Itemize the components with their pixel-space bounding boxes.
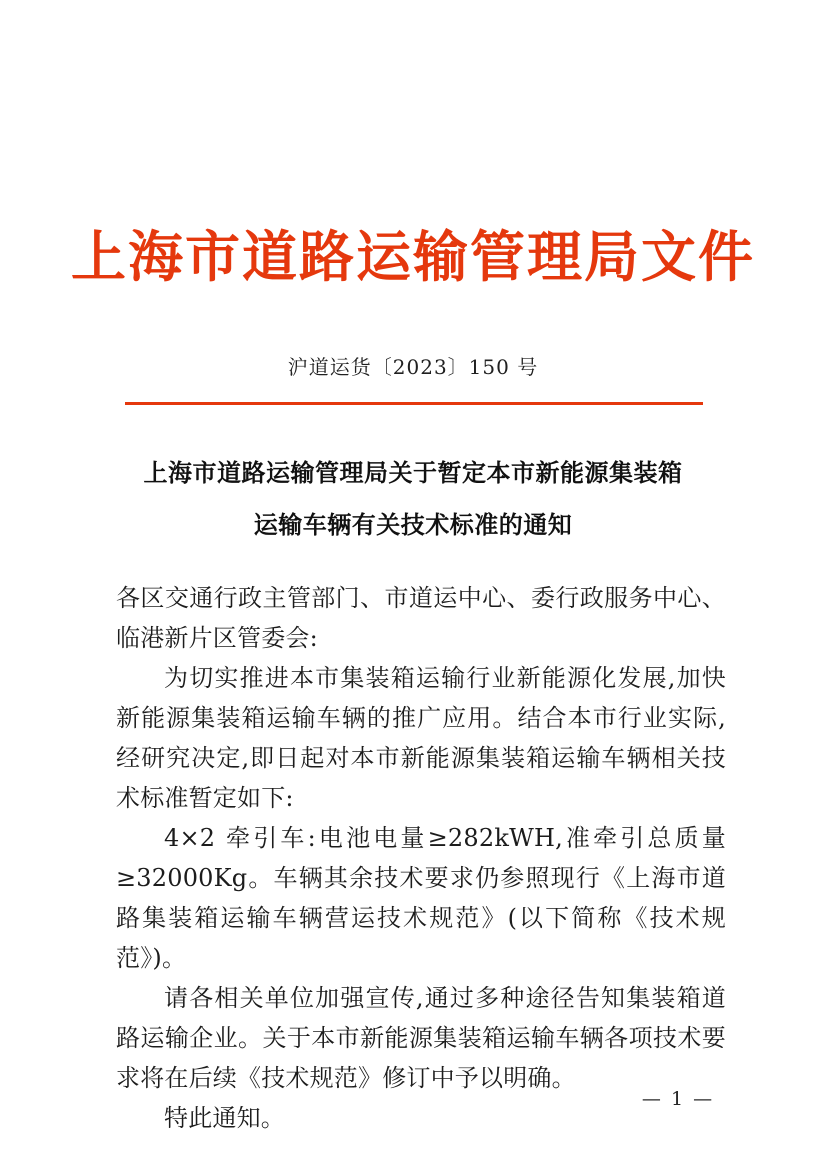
document-body [116,578,726,1138]
body-paragraph-4-closing: 特此通知。 [164,1104,285,1132]
document-serial-number: 沪道运货〔2023〕150 号 [287,355,539,379]
body-paragraph-1: 为切实推进本市集装箱运输行业新能源化发展,加快新能源集装箱运输车辆的推广应用。结合本市行业实际,经研究决定,即日起对本市新能源集装箱运输车辆相关技术标准暂定如下: [116,664,726,812]
document-masthead-title: 上海市道路运输管理局文件 [70,224,755,289]
page-number: — 1 — [641,1088,715,1110]
red-separator-rule [125,402,703,405]
document-title-line-1: 上海市道路运输管理局关于暂定本市新能源集装箱 [143,459,683,487]
document-title [113,447,713,551]
page-footer [0,1086,826,1112]
body-paragraph-2-specifications: 4×2 牵引车:电池电量≥282kWH,准牵引总质量≥32000Kg。车辆其余技术要求仍参照现行《上海市道路集装箱运输车辆营运技术规范》(以下简称《技术规范》)。 [116,824,726,972]
document-title-line-2: 运输车辆有关技术标准的通知 [253,511,573,539]
recipients-line: 各区交通行政主管部门、市道运中心、委行政服务中心、临港新片区管委会: [116,584,726,652]
body-paragraph-3: 请各相关单位加强宣传,通过多种途径告知集装箱道路运输企业。关于本市新能源集装箱运输车辆各项技术要求将在后续《技术规范》修订中予以明确。 [116,984,726,1092]
